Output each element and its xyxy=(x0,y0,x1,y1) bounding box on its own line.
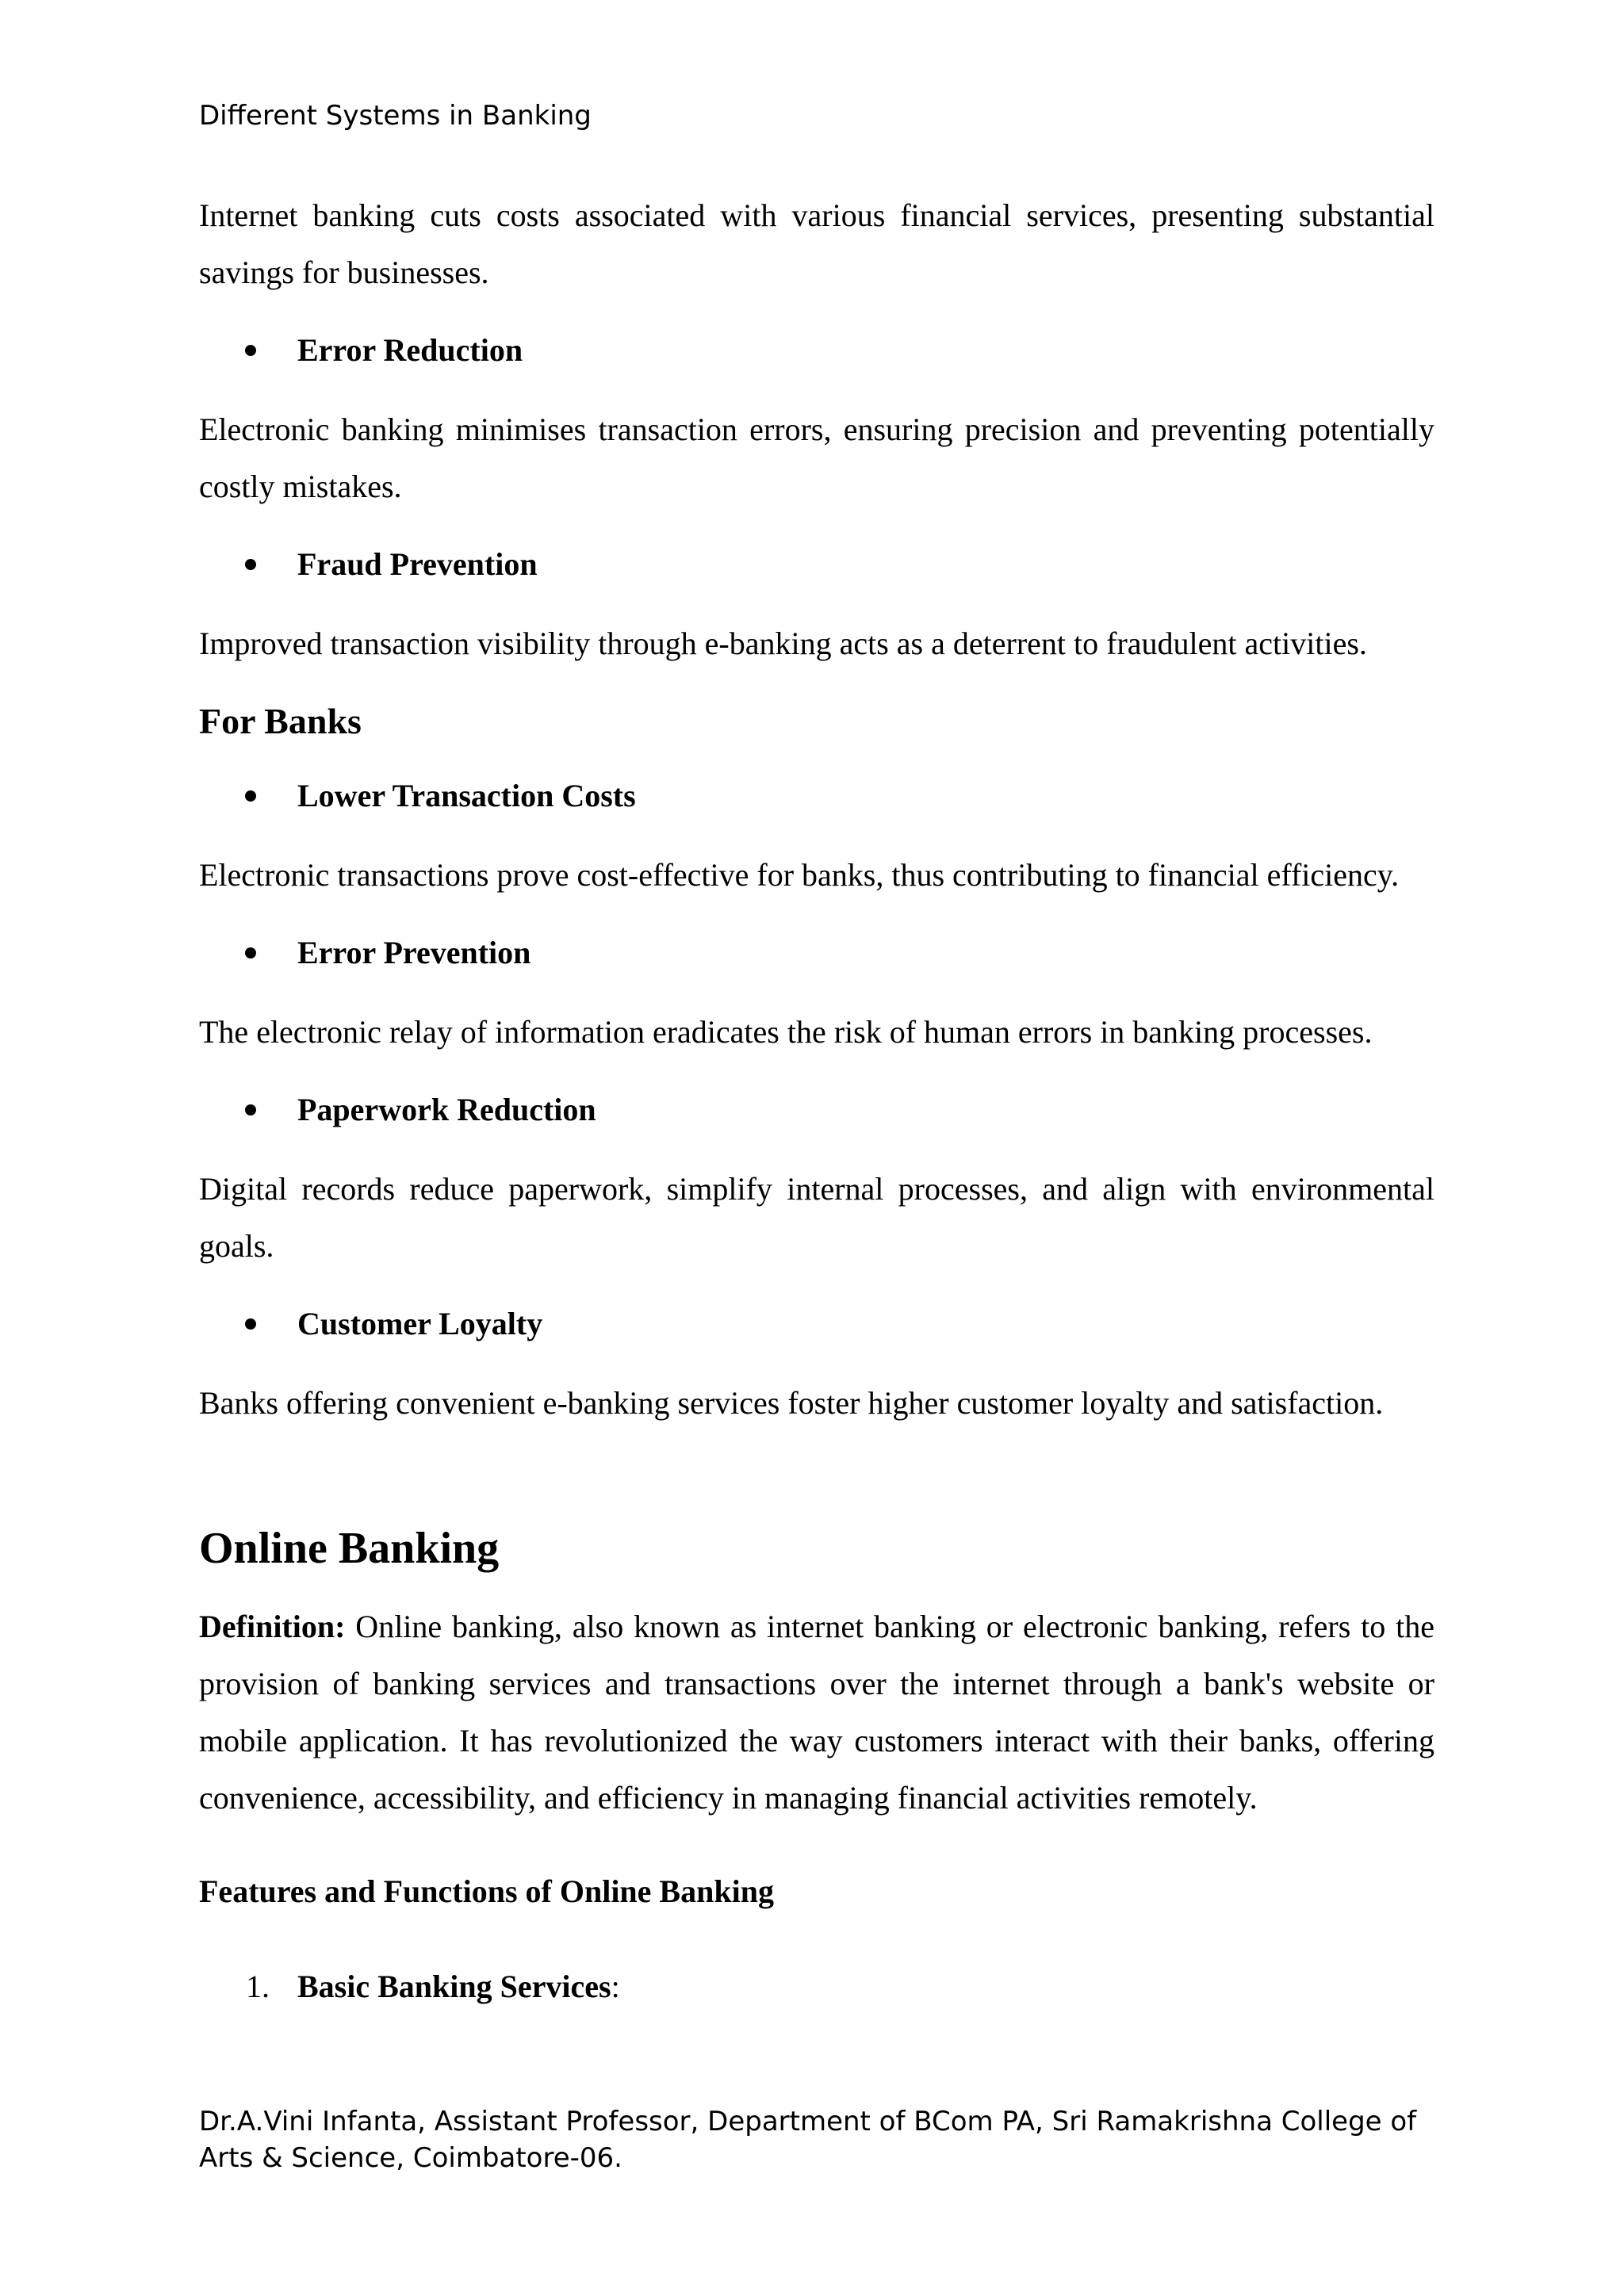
bullet-label: Lower Transaction Costs xyxy=(297,778,636,813)
bullet-label: Paperwork Reduction xyxy=(297,1092,596,1127)
bullet-dot-icon xyxy=(245,1104,256,1115)
bullet-error-prevention xyxy=(199,924,1434,982)
numbered-item-basic-banking-services xyxy=(199,1958,1434,2015)
bullet-dot-icon xyxy=(245,345,256,356)
paragraph-lower-transaction-costs: Electronic transactions prove cost-effective for banks, thus contributing to financial efficiency. xyxy=(199,857,1400,893)
bullet-dot-icon xyxy=(245,559,256,570)
paragraph-error-prevention: The electronic relay of information eradicates the risk of human errors in banking processes. xyxy=(199,1014,1373,1050)
bullet-label: Error Prevention xyxy=(297,935,531,970)
paragraph-definition xyxy=(199,1598,1434,1827)
bullet-error-reduction xyxy=(199,322,1434,379)
bullet-fraud-prevention xyxy=(199,536,1434,593)
list-number: 1. xyxy=(246,1969,270,2004)
numbered-item-label: Basic Banking Services xyxy=(297,1969,611,2004)
definition-text: Online banking, also known as internet banking or electronic banking, refers to the provision of banking services and transactions over the internet through a bank's website or mobile application. It has revolutionized the way customers interact with their banks, offering convenience, accessibility, and efficiency in managing financial activities remotely. xyxy=(199,1609,1434,1816)
paragraph-fraud-prevention: Improved transaction visibility through e-banking acts as a deterrent to fraudulent activities. xyxy=(199,626,1367,661)
bullet-label: Error Reduction xyxy=(297,332,523,368)
paragraph-error-reduction: Electronic banking minimises transaction errors, ensuring precision and preventing potentially costly mistakes. xyxy=(199,411,1434,504)
heading-for-banks: For Banks xyxy=(199,701,362,741)
heading-features-functions: Features and Functions of Online Banking xyxy=(199,1873,774,1909)
paragraph-customer-loyalty: Banks offering convenient e-banking services foster higher customer loyalty and satisfaction. xyxy=(199,1385,1384,1421)
bullet-label: Customer Loyalty xyxy=(297,1306,543,1341)
numbered-item-suffix: : xyxy=(611,1969,620,2004)
bullet-dot-icon xyxy=(245,947,256,959)
heading-online-banking: Online Banking xyxy=(199,1524,500,1573)
definition-label: Definition: xyxy=(199,1609,346,1644)
bullet-label: Fraud Prevention xyxy=(297,546,538,582)
page-content xyxy=(199,187,1434,2015)
paragraph-paperwork-reduction: Digital records reduce paperwork, simplify internal processes, and align with environmental goals. xyxy=(199,1171,1434,1264)
running-header: Different Systems in Banking xyxy=(199,100,592,132)
bullet-customer-loyalty xyxy=(199,1295,1434,1353)
bullet-dot-icon xyxy=(245,1318,256,1330)
running-footer: Dr.A.Vini Infanta, Assistant Professor, Department of BCom PA, Sri Ramakrishna College of Arts & Science, Coimbatore-06. xyxy=(199,2106,1417,2174)
bullet-paperwork-reduction xyxy=(199,1081,1434,1138)
bullet-lower-transaction-costs xyxy=(199,767,1434,825)
bullet-dot-icon xyxy=(245,790,256,802)
paragraph-cost-savings: Internet banking cuts costs associated with various financial services, presenting substantial savings for businesses. xyxy=(199,197,1434,290)
